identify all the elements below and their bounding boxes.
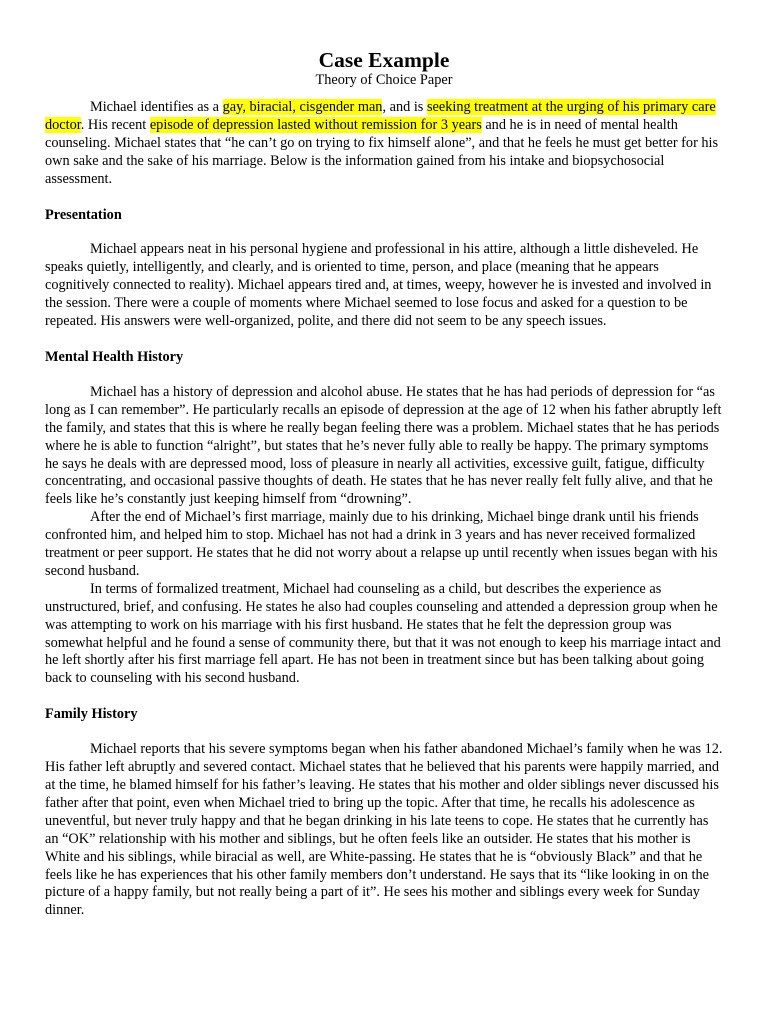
presentation-heading: Presentation [45, 206, 122, 223]
family-history-paragraph: Michael reports that his severe symptoms began when his father abandoned Michael’s family when he was 12. His father left abruptly and severed contact. Michael states that he believed that his parents were happily married, and at the time, he blamed himself for his father’s leaving. He states that his mother and older siblings never discussed his father after that point, even when Michael tried to bring up the topic. After that time, he recalls his adolescence as uneventful, but never truly happy and that he began drinking in his late teens to cope. He states that he currently has an “OK” relationship with his mother and siblings, but he often feels like an outsider. He states that his mother is White and his siblings, while biracial as well, are White-passing. He states that he is “obviously Black” and that he feels like he has experiences that his other family members don’t understand. He says that its “like looking in on the picture of a happy family, but not really being a part of it”. He sees his mother and siblings every week for Sunday dinner. [45, 741, 723, 919]
intro-text-1: Michael identifies as a [90, 99, 223, 115]
family-history-heading: Family History [45, 706, 138, 723]
intro-text-4: and he is in need of mental health counseling. Michael states that “he can’t go on trying to fix himself alone”, and that he feels he must get better for his own sake and the sake of his marriage. Below is the information gained from his intake and biopsychosocial assessment. [45, 116, 719, 187]
intro-paragraph [45, 99, 723, 189]
mental-health-history-heading: Mental Health History [45, 348, 184, 365]
highlight-treatment-reason: seeking treatment at the urging of his primary care doctor [45, 99, 716, 133]
document-title: Case Example [318, 48, 450, 72]
document-subtitle: Theory of Choice Paper [315, 72, 453, 88]
mental-health-history-section [45, 349, 723, 688]
highlight-identity: gay, biracial, cisgender man [222, 99, 383, 115]
highlight-depression-episode: episode of depression lasted without remission for 3 years [149, 116, 482, 133]
family-history-section [45, 706, 723, 920]
intro-text-3: . His recent [80, 116, 150, 133]
mental-health-history-paragraph-3: In terms of formalized treatment, Michael had counseling as a child, but describes the experience as unstructured, brief, and confusing. He states he also had couples counseling and attended a depression group when he was attempting to work on his marriage with his first husband. He states that he felt the depression group was somewhat helpful and he found a sense of community there, but that it was not enough to keep his marriage intact and he left shortly after his first marriage fell apart. He has not been in treatment since but has been talking about going back to counseling with his second husband. [45, 580, 721, 687]
mental-health-history-paragraph-1: Michael has a history of depression and alcohol abuse. He states that he has had periods of depression for “as long as I can remember”. He particularly recalls an episode of depression at the age of 12 when his father abruptly left the family, and states that this is where he really began feeling there was a problem. Michael states that he has periods where he is able to function “alright”, but states that he’s never fully able to really be happy. The primary symptoms he says he deals with are depressed mood, loss of pleasure in nearly all activities, excessive guilt, fatigue, difficulty concentrating, and occasional passive thoughts of death. He states that he has never really felt fully alive, and that he feels like he’s constantly just keeping himself from “drowning”. [45, 383, 722, 508]
document-page [45, 48, 723, 920]
mental-health-history-paragraph-2: After the end of Michael’s first marriage, mainly due to his drinking, Michael binge drank until his friends confronted him, and helped him to stop. Michael has not had a drink in 3 years and has never received formalized treatment or peer support. He states that he did not worry about a relapse up until recently when issues began with his second husband. [45, 509, 718, 579]
intro-text-2: , and is [382, 99, 427, 115]
presentation-paragraph: Michael appears neat in his personal hygiene and professional in his attire, although a little disheveled. He speaks quietly, intelligently, and clearly, and is oriented to time, person, and place (meaning that he appears cognitively connected to reality). Michael appears tired and, at times, weepy, however he is invested and involved in the session. There were a couple of moments where Michael seemed to lose focus and asked for a question to be repeated. His answers were well-organized, polite, and there did not seem to be any speech issues. [45, 241, 712, 330]
presentation-section [45, 207, 723, 331]
